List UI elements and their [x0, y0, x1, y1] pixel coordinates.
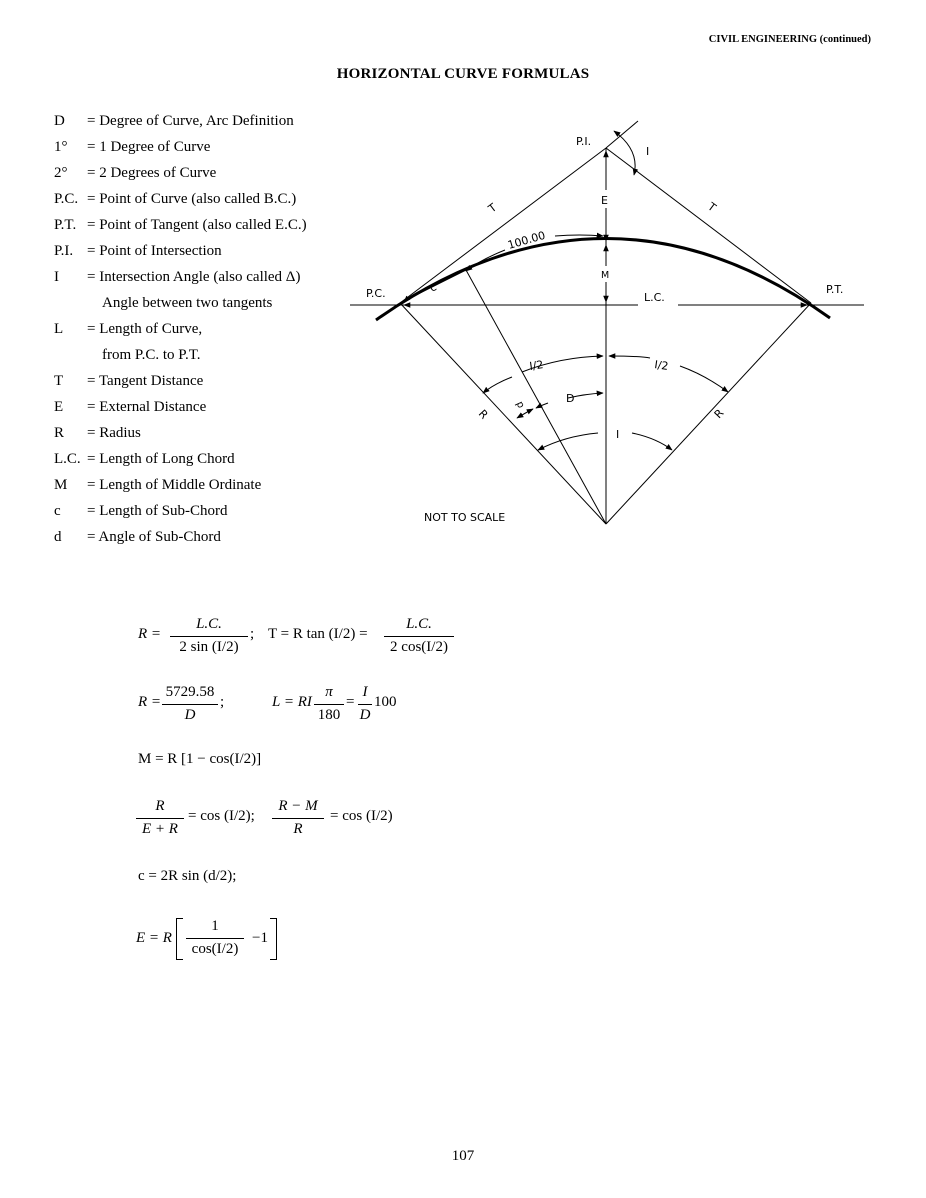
- arc-length-arrow-right: [555, 235, 603, 236]
- tangent-label-left: T: [485, 200, 500, 216]
- radius-right: [606, 303, 811, 524]
- i-arc-right: [632, 433, 672, 450]
- eq2-100: 100: [374, 694, 397, 710]
- equation-middle-ordinate: M = R [1 − cos(I/2)]: [138, 751, 262, 767]
- eq2-i: I: [362, 684, 368, 700]
- eq2-180: 180: [317, 707, 341, 723]
- eq1-lc-num: L.C.: [196, 616, 222, 632]
- eq2-l-lhs: L = RI: [272, 694, 312, 710]
- not-to-scale-note: NOT TO SCALE: [424, 511, 506, 524]
- radius-label-left: R: [475, 407, 491, 422]
- tangent-line-left: [400, 148, 606, 303]
- eq4-er: E + R: [142, 821, 178, 837]
- angle-i-arrow: [614, 131, 635, 175]
- tangent-extension: [606, 121, 638, 148]
- half-i-label-left: I/2: [528, 358, 545, 373]
- eq4-cos1: = cos (I/2);: [188, 808, 255, 824]
- sub-d-arc: [517, 409, 533, 418]
- angle-i-label-bottom: I: [616, 428, 620, 441]
- tangent-label-right: T: [705, 200, 719, 215]
- i-arc-left: [538, 433, 598, 450]
- running-head: CIVIL ENGINEERING (continued): [708, 34, 871, 45]
- middle-label: M: [601, 270, 610, 281]
- angle-i-label-top: I: [646, 145, 650, 158]
- page-number: 107: [451, 1148, 475, 1164]
- eq2-semicolon: ;: [220, 694, 225, 710]
- eq2-den: D: [184, 707, 196, 723]
- eq4-rm: R − M: [278, 798, 318, 814]
- eq6-minus: −1: [252, 930, 268, 946]
- eq1-r-lhs: R =: [138, 626, 162, 642]
- eq2-d: D: [359, 707, 371, 723]
- eq1-lc-num-2: L.C.: [406, 616, 432, 632]
- tangent-line-right: [606, 148, 811, 303]
- eq2-equals: =: [346, 694, 355, 710]
- eq2-r-lhs: R =: [138, 694, 162, 710]
- eq2-num: 5729.58: [165, 684, 215, 700]
- pt-label: P.T.: [826, 283, 844, 296]
- eq2-pi: π: [325, 684, 333, 700]
- external-label: E: [601, 194, 608, 207]
- eq1-semicolon: ;: [250, 626, 255, 642]
- eq6-lhs: E = R: [136, 930, 172, 946]
- pc-label: P.C.: [366, 287, 386, 300]
- sub-chord-label: c: [427, 280, 439, 295]
- sub-angle-label: d: [514, 399, 527, 410]
- eq6-cos: cos(I/2): [191, 941, 239, 957]
- pi-label: P.I.: [576, 135, 592, 148]
- degree-label: D: [566, 392, 575, 405]
- arc-length-label: 100.00: [506, 228, 547, 252]
- half-i-label-right: I/2: [653, 358, 670, 373]
- half-i-arc-left-2: [483, 377, 512, 393]
- half-i-arc-right-2: [680, 366, 728, 392]
- eq4-r2: R: [293, 821, 303, 837]
- half-i-arc-right: [609, 356, 650, 358]
- eq1-sin-den: 2 sin (I/2): [179, 639, 239, 655]
- eq1-t-lhs: T = R tan (I/2) =: [268, 626, 368, 642]
- radius-label-right: R: [711, 406, 727, 422]
- eq4-r: R: [155, 798, 165, 814]
- eq4-cos2: = cos (I/2): [330, 808, 393, 824]
- lc-label: L.C.: [644, 291, 665, 304]
- equation-sub-chord: c = 2R sin (d/2);: [138, 868, 237, 884]
- eq1-cos-den: 2 cos(I/2): [390, 639, 448, 655]
- eq6-one: 1: [211, 918, 219, 934]
- page-title: HORIZONTAL CURVE FORMULAS: [336, 66, 590, 82]
